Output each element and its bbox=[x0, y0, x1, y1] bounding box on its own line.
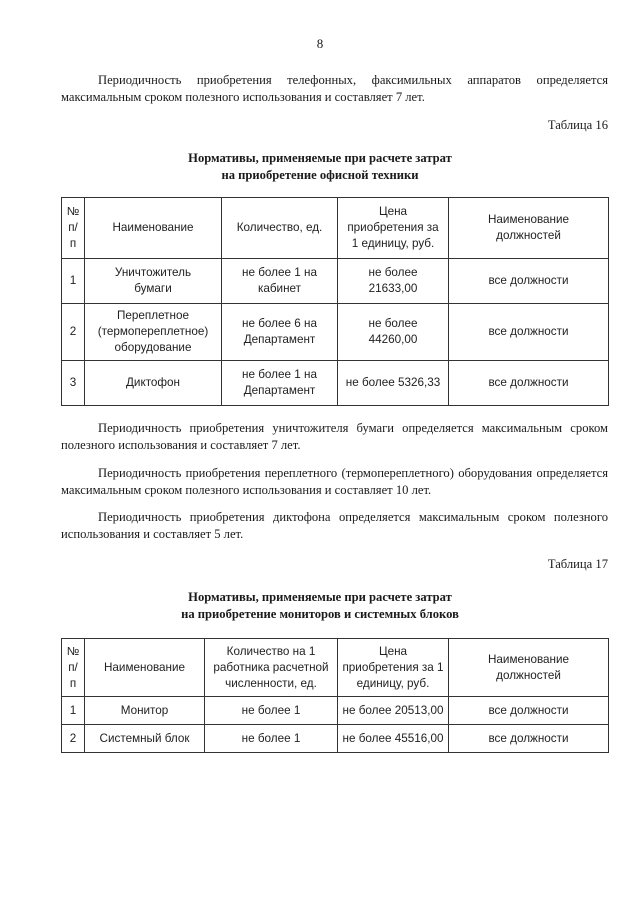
table17-label: Таблица 17 bbox=[547, 557, 608, 571]
paragraph-phone-fax-periodicity: Периодичность приобретения телефонных, факсимильных аппаратов определяется максимальным сроком полезного использования и составляет 7 лет. bbox=[61, 73, 608, 104]
paragraph-binding-periodicity: Периодичность приобретения переплетного (термопереплетного) оборудования определяется максимальным сроком полезного использования и составляет 10 лет. bbox=[61, 466, 608, 497]
table16-cell-price: не более 5326,33 bbox=[338, 361, 449, 406]
table17-cell-name: Монитор bbox=[85, 697, 205, 725]
table17-header-quantity: Количество на 1 работника расчетной численности, ед. bbox=[205, 639, 338, 697]
table16-cell-number: 3 bbox=[62, 361, 85, 406]
table17-header-positions: Наименование должностей bbox=[449, 639, 609, 697]
table17-title-line2: на приобретение мониторов и системных блоков bbox=[181, 607, 459, 621]
table16-title-line1: Нормативы, применяемые при расчете затрат bbox=[188, 151, 452, 165]
table16-cell-positions: все должности bbox=[449, 361, 609, 406]
table17-cell-name: Системный блок bbox=[85, 725, 205, 753]
table16-title-line2: на приобретение офисной техники bbox=[221, 168, 419, 182]
table16-header-price: Цена приобретения за 1 единицу, руб. bbox=[338, 198, 449, 259]
table16 bbox=[61, 197, 609, 406]
table16-cell-positions: все должности bbox=[449, 259, 609, 304]
paragraph-recorder-periodicity: Периодичность приобретения диктофона определяется максимальным сроком полезного использования и составляет 5 лет. bbox=[61, 510, 608, 541]
table16-cell-number: 1 bbox=[62, 259, 85, 304]
table17-cell-positions: все должности bbox=[449, 697, 609, 725]
table16-cell-quantity: не более 1 на кабинет bbox=[222, 259, 338, 304]
table16-cell-price: не более 21633,00 bbox=[338, 259, 449, 304]
paragraph-shredder-periodicity: Периодичность приобретения уничтожителя бумаги определяется максимальным сроком полезного использования и составляет 7 лет. bbox=[61, 421, 608, 452]
table17-cell-price: не более 45516,00 bbox=[338, 725, 449, 753]
table17-cell-number: 1 bbox=[62, 697, 85, 725]
page-number: 8 bbox=[316, 36, 324, 51]
table16-header-positions: Наименование должностей bbox=[449, 198, 609, 259]
table-row bbox=[62, 725, 609, 753]
table17-cell-number: 2 bbox=[62, 725, 85, 753]
table17-title-line1: Нормативы, применяемые при расчете затрат bbox=[188, 590, 452, 604]
table-row bbox=[62, 304, 609, 361]
table17-header-name: Наименование bbox=[85, 639, 205, 697]
table16-cell-quantity: не более 6 на Департамент bbox=[222, 304, 338, 361]
table17-header-row bbox=[62, 639, 609, 697]
table16-cell-name: Переплетное (термопереплетное) оборудование bbox=[85, 304, 222, 361]
table17-cell-price: не более 20513,00 bbox=[338, 697, 449, 725]
table-row bbox=[62, 361, 609, 406]
table16-cell-name: Диктофон bbox=[85, 361, 222, 406]
table17-cell-positions: все должности bbox=[449, 725, 609, 753]
table16-cell-price: не более 44260,00 bbox=[338, 304, 449, 361]
table17-header-number: № п/ п bbox=[62, 639, 85, 697]
table16-header-number: № п/ п bbox=[62, 198, 85, 259]
table16-cell-positions: все должности bbox=[449, 304, 609, 361]
table16-cell-quantity: не более 1 на Департамент bbox=[222, 361, 338, 406]
table16-header-name: Наименование bbox=[85, 198, 222, 259]
table16-cell-name: Уничтожитель бумаги bbox=[85, 259, 222, 304]
table16-cell-number: 2 bbox=[62, 304, 85, 361]
table-row bbox=[62, 259, 609, 304]
table16-label: Таблица 16 bbox=[547, 118, 608, 132]
table16-header-row bbox=[62, 198, 609, 259]
table16-header-quantity: Количество, ед. bbox=[222, 198, 338, 259]
table17 bbox=[61, 638, 609, 753]
table17-cell-quantity: не более 1 bbox=[205, 697, 338, 725]
table17-header-price: Цена приобретения за 1 единицу, руб. bbox=[338, 639, 449, 697]
table-row bbox=[62, 697, 609, 725]
table17-cell-quantity: не более 1 bbox=[205, 725, 338, 753]
